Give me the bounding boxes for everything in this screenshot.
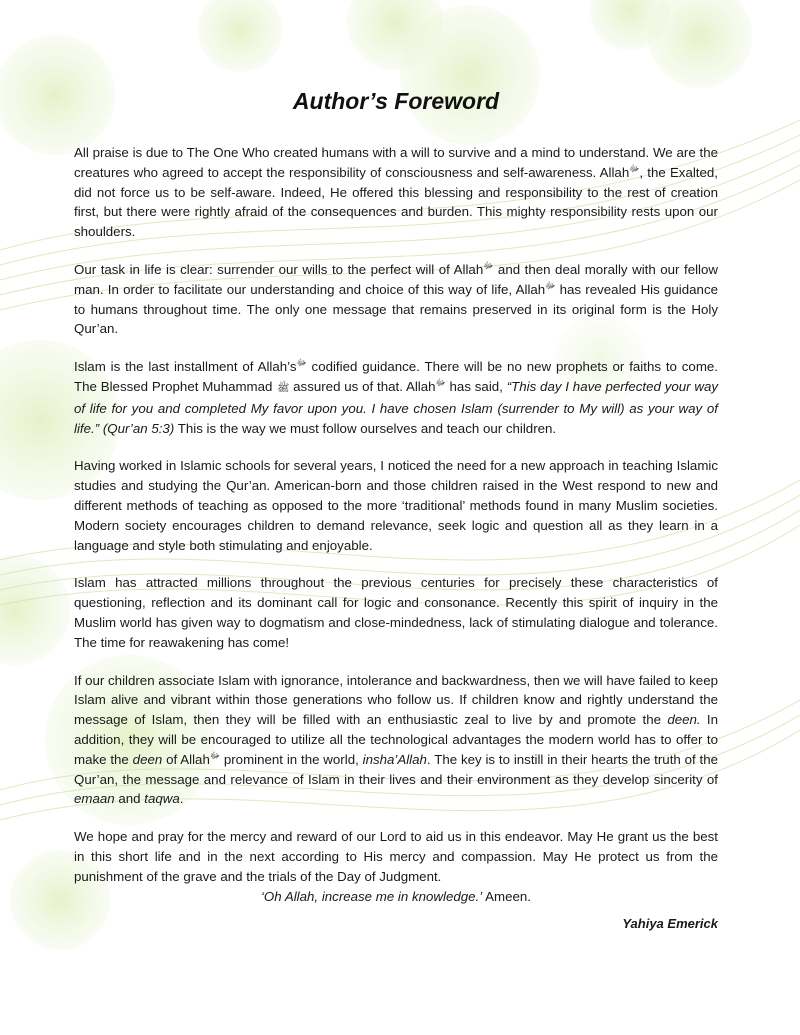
paragraph-1 [74, 143, 718, 242]
prayer-quote: ‘Oh Allah, increase me in knowledge.’ [260, 888, 483, 904]
italic-term: insha’Allah [362, 751, 427, 767]
paragraph-3 [74, 357, 718, 438]
bubble-shape [198, 0, 282, 72]
paragraph-5: Islam has attracted millions throughout the previous centuries for precisely these characteristics of questioning, reflection and its dominant call for logic and consonance. Recently this spirit of inquiry in the Muslim world has given way to dogmatism and close-mindedness, lack of stimulating dialogue and tolerance. The time for reawakening has come! [74, 575, 718, 650]
paragraph-6 [74, 671, 718, 810]
honorific-glyph: ﷻ [435, 377, 446, 388]
italic-term: taqwa [144, 791, 180, 807]
paragraph-text: , the Exalted, did not force us to be self-aware. Indeed, He offered this blessing and responsibility to the rest of creation first, but there were rightly afraid of the consequences and burden. This mighty responsibility rests upon our shoulders. [74, 164, 718, 240]
paragraph-text: codified guidance. There will be no new prophets or faiths to come. The Blessed Prophet Muhammad [74, 359, 718, 394]
italic-term: deen. [667, 712, 701, 728]
bubble-shape [0, 555, 70, 665]
closing-prayer [74, 889, 718, 904]
honorific-glyph: ﷻ [483, 260, 494, 271]
paragraph-text: This is the way we must follow ourselves and teach our children. [174, 420, 557, 436]
paragraph-2 [74, 260, 718, 339]
paragraph-text: In addition, they will be encouraged to utilize all the technological advantages the modern world has to offer to make the [74, 712, 718, 767]
paragraph-7: We hope and pray for the mercy and reward of our Lord to aid us in this endeavor. May He grant us the best in this short life and in the next according to His mercy and compassion. May He protect us from the punishment of the grave and the trials of the Day of Judgment. [74, 829, 718, 884]
paragraph-text: and [114, 791, 145, 807]
paragraph-text: of Allah [162, 751, 210, 767]
paragraph-text: Our task in life is clear: surrender our wills to the perfect will of Allah [74, 261, 484, 277]
author-signature: Yahiya Emerick [622, 915, 718, 931]
foreword-content [74, 88, 718, 931]
prophet-honorific-glyph: ﷺ [277, 382, 290, 394]
honorific-glyph: ﷻ [209, 750, 221, 761]
honorific-glyph: ﷻ [296, 357, 307, 368]
paragraph-text: All praise is due to The One Who created humans with a will to survive and a mind to understand. We are the creatures who agreed to accept the responsibility of consciousness and self-awareness. Allah [74, 145, 718, 180]
quran-quote: “This day I have perfected your way of life for you and completed My favor upon you. I have chosen Islam (surrender to My will) as your way of life.” (Qur’an 5:3) [74, 378, 719, 436]
paragraph-text: . The key is to instill in their hearts the truth of the Qur’an, the message and relevance of Islam in their lives and their environment as they develop sincerity of [74, 751, 719, 787]
italic-term: emaan [74, 791, 115, 807]
italic-term: deen [132, 751, 163, 767]
paragraph-text: and then deal morally with our fellow man. In order to facilitate our understanding and choice of this way of life, Allah [74, 261, 718, 297]
paragraph-text: Islam is the last installment of Allah’s [74, 359, 297, 375]
paragraph-4: Having worked in Islamic schools for several years, I noticed the need for a new approach in teaching Islamic studies and studying the Qur’an. American-born and those children raised in the West respond to new and different methods of teaching as opposed to the more ‘traditional’ methods found in many Muslim societies. Modern society encourages children to demand relevance, seek logic and question all as they learn in a language and style both stimulating and enjoyable. [74, 458, 718, 553]
paragraph-text: prominent in the world, [220, 751, 363, 767]
prayer-amen: Ameen. [482, 888, 532, 904]
paragraph-text: If our children associate Islam with ignorance, intolerance and backwardness, then we will have failed to keep Islam alive and vibrant within those generations who follow us. If children know and rightly understand the message of Islam, then they will be filled with an enthusiastic zeal to live by and promote the [74, 672, 718, 728]
page-title: Author’s Foreword [292, 88, 500, 114]
honorific-glyph: ﷻ [545, 280, 556, 291]
paragraph-text: has revealed His guidance to humans throughout time. The only one message that remains preserved in its original form is the Holy Qur’an. [74, 281, 718, 337]
honorific-glyph: ﷻ [629, 163, 640, 174]
paragraph-text: . [179, 791, 184, 807]
paragraph-text: assured us of that. Allah [289, 378, 436, 394]
paragraph-text: has said, [445, 378, 507, 394]
